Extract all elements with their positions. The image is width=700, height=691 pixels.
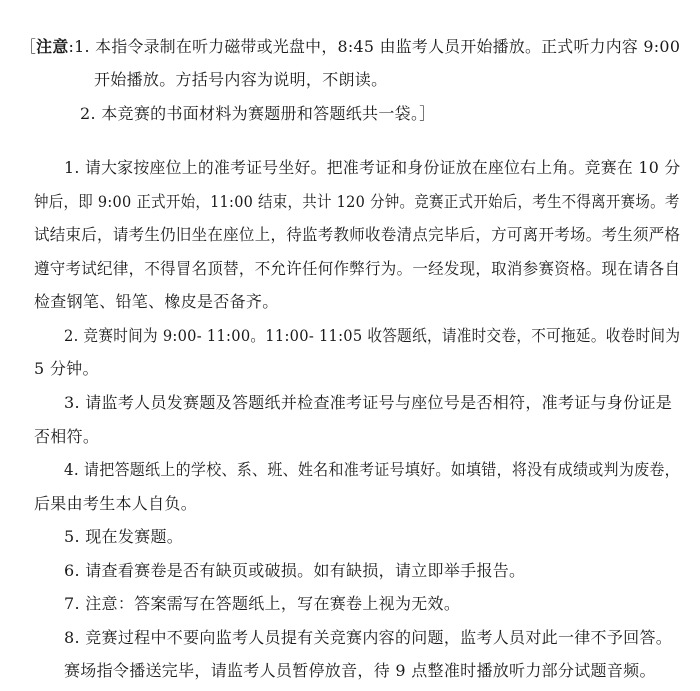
instruction-5: 5. 现在发赛题。 xyxy=(64,527,184,546)
notice-label: 注意 xyxy=(36,37,69,56)
notice-item-1-line-2: 开始播放。方括号内容为说明，不朗读。 xyxy=(94,70,388,89)
instruction-8: 8. 竞赛过程中不要向监考人员提有关竞赛内容的问题，监考人员对此一律不予回答。 xyxy=(64,628,673,647)
instruction-4-line-1: 4. 请把答题纸上的学校、系、班、姓名和准考证号填好。如填错，将没有成绩或判为废卷， xyxy=(64,460,680,479)
closing-note: 赛场指令播送完毕，请监考人员暂停放音，待 9 点整准时播放听力部分试题音频。 xyxy=(64,661,656,680)
instruction-3-line-1: 3. 请监考人员发赛题及答题纸并检查准考证号与座位号是否相符，准考证与身份证是 xyxy=(64,393,673,412)
instruction-4-line-2: 后果由考生本人自负。 xyxy=(34,494,198,513)
instruction-6: 6. 请查看赛卷是否有缺页或破损。如有缺损，请立即举手报告。 xyxy=(64,561,526,580)
instruction-3-line-2: 否相符。 xyxy=(34,427,100,446)
instruction-1-line-3: 试结束后，请考生仍旧坐在座位上，待监考教师收卷清点完毕后，方可离开考场。考生须严格 xyxy=(34,225,681,244)
instruction-2-line-2: 5 分钟。 xyxy=(34,359,99,378)
notice-open-bracket: ［ xyxy=(20,37,37,56)
instruction-1-line-4: 遵守考试纪律，不得冒名顶替，不允许任何作弊行为。一经发现，取消参赛资格。现在请各自 xyxy=(34,259,681,278)
notice-item-2: 2. 本竞赛的书面材料为赛题册和答题纸共一袋。］ xyxy=(80,104,436,123)
instruction-7: 7. 注意：答案需写在答题纸上，写在赛卷上视为无效。 xyxy=(64,594,461,613)
notice-line-1 xyxy=(20,36,680,58)
instruction-1-line-1: 1. 请大家按座位上的准考证号坐好。把准考证和身份证放在座位右上角。竞赛在 10 分 xyxy=(64,158,681,177)
instruction-1-line-5: 检查钢笔、铅笔、橡皮是否备齐。 xyxy=(34,292,279,311)
instruction-2-line-1: 2. 竞赛时间为 9:00- 11:00。11:00- 11:05 收答题纸，请准时交卷，不可拖延。收卷时间为 xyxy=(64,326,681,345)
instruction-1-line-2: 钟后，即 9:00 正式开始，11:00 结束，共计 120 分钟。竞赛正式开始后，考生不得离开赛场。考 xyxy=(34,192,680,211)
notice-item-1-line-1: :1. 本指令录制在听力磁带或光盘中，8:45 由监考人员开始播放。正式听力内容 9:00 xyxy=(68,37,681,56)
